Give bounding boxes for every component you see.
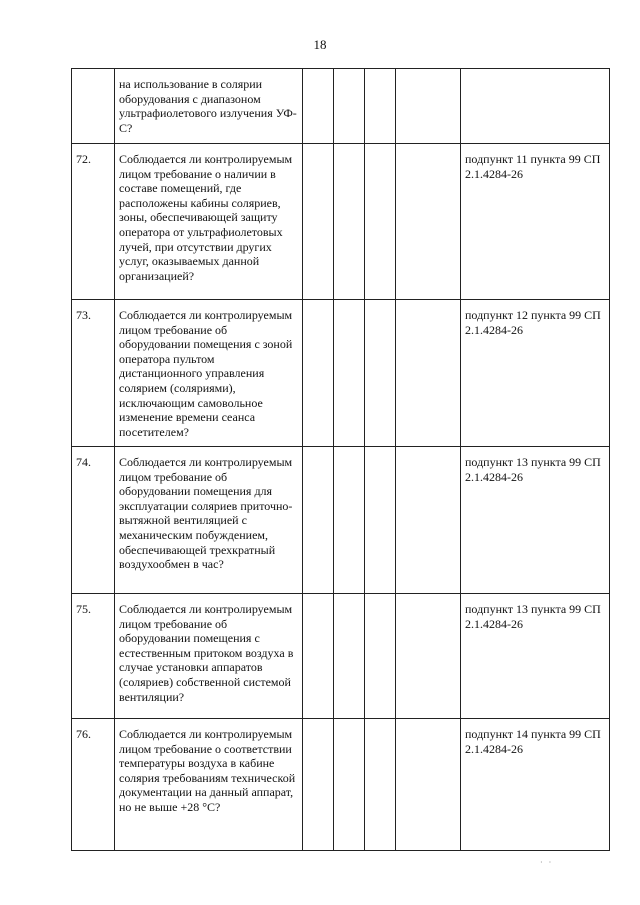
requirement-question: Соблюдается ли контролируемым лицом требование о наличии в составе помещений, где расположены кабины соляриев, зоны, обеспечивающей защиту оператора от ультрафиолетовых лучей, при отсутствии других услуг, оказываемых данной организацией? xyxy=(115,144,303,300)
requirement-question: Соблюдается ли контролируемым лицом требование о соответствии температуры воздуха в кабине солярия требованиям технической документации на данный аппарат, но не выше +28 °С? xyxy=(115,719,303,851)
answer-cell-yes xyxy=(303,447,334,594)
answer-cell-note xyxy=(396,300,461,447)
answer-cell-na xyxy=(365,300,396,447)
item-number: 75. xyxy=(72,594,115,719)
table-row xyxy=(72,69,610,144)
item-number xyxy=(72,69,115,144)
answer-cell-yes xyxy=(303,144,334,300)
answer-cell-na xyxy=(365,594,396,719)
page-number: 18 xyxy=(313,37,327,52)
answer-cell-na xyxy=(365,719,396,851)
table-row xyxy=(72,447,610,594)
requirement-question: Соблюдается ли контролируемым лицом требование об оборудовании помещения с зоной оператора пультом дистанционного управления солярием (соляриями), исключающим самовольное изменение времени сеанса посетителем? xyxy=(115,300,303,447)
answer-cell-yes xyxy=(303,69,334,144)
item-number: 76. xyxy=(72,719,115,851)
legal-reference: подпункт 13 пункта 99 СП 2.1.4284-26 xyxy=(461,447,610,594)
requirement-question: Соблюдается ли контролируемым лицом требование об оборудовании помещения с естественным притоком воздуха в случае установки аппаратов (соляриев) собственной системой вентиляции? xyxy=(115,594,303,719)
legal-reference: подпункт 12 пункта 99 СП 2.1.4284-26 xyxy=(461,300,610,447)
legal-reference: подпункт 13 пункта 99 СП 2.1.4284-26 xyxy=(461,594,610,719)
answer-cell-no xyxy=(334,300,365,447)
answer-cell-note xyxy=(396,719,461,851)
answer-cell-no xyxy=(334,144,365,300)
requirement-question: на использование в солярии оборудования с диапазоном ультрафиолетового излучения УФ-С? xyxy=(115,69,303,144)
item-number: 72. xyxy=(72,144,115,300)
table-row xyxy=(72,300,610,447)
requirement-question: Соблюдается ли контролируемым лицом требование об оборудовании помещения для эксплуатации соляриев приточно-вытяжной вентиляцией с механическим побуждением, обеспечивающей трехкратный воздухообмен в час? xyxy=(115,447,303,594)
answer-cell-yes xyxy=(303,719,334,851)
answer-cell-no xyxy=(334,594,365,719)
legal-reference: подпункт 14 пункта 99 СП 2.1.4284-26 xyxy=(461,719,610,851)
table-row xyxy=(72,144,610,300)
answer-cell-note xyxy=(396,144,461,300)
answer-cell-na xyxy=(365,69,396,144)
checklist-table xyxy=(71,68,610,851)
legal-reference xyxy=(461,69,610,144)
item-number: 73. xyxy=(72,300,115,447)
answer-cell-yes xyxy=(303,594,334,719)
item-number: 74. xyxy=(72,447,115,594)
answer-cell-note xyxy=(396,447,461,594)
answer-cell-na xyxy=(365,144,396,300)
answer-cell-no xyxy=(334,69,365,144)
answer-cell-yes xyxy=(303,300,334,447)
answer-cell-no xyxy=(334,719,365,851)
answer-cell-na xyxy=(365,447,396,594)
answer-cell-note xyxy=(396,69,461,144)
scan-noise: · · xyxy=(540,858,554,867)
legal-reference: подпункт 11 пункта 99 СП 2.1.4284-26 xyxy=(461,144,610,300)
answer-cell-no xyxy=(334,447,365,594)
table-row xyxy=(72,594,610,719)
table-row xyxy=(72,719,610,851)
answer-cell-note xyxy=(396,594,461,719)
